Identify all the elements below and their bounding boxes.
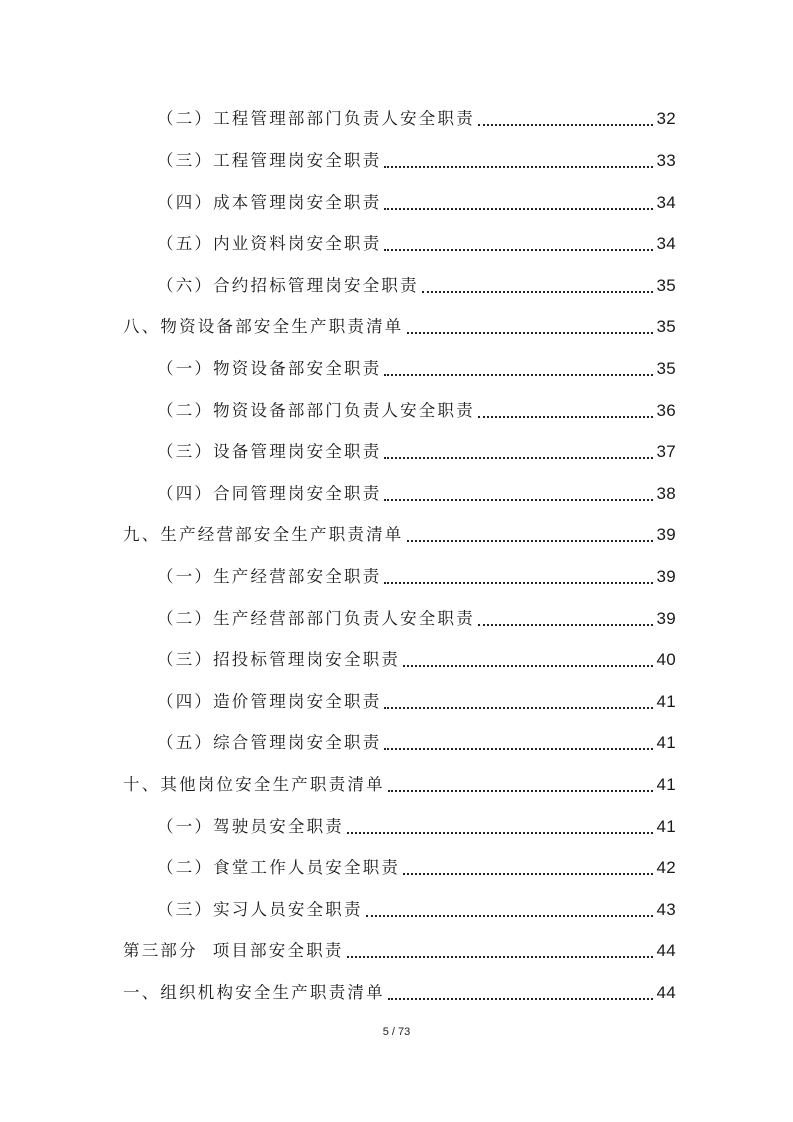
page-number-footer: 5 / 73: [382, 1026, 411, 1038]
toc-entry[interactable]: [157, 643, 676, 671]
toc-dot-leader: [347, 832, 653, 834]
toc-dot-leader: [384, 748, 653, 750]
toc-entry-page: 39: [656, 525, 676, 544]
toc-dot-leader: [422, 291, 654, 293]
toc-entry-title: 第三部分 项目部安全职责: [123, 941, 344, 960]
toc-entry-page: 43: [656, 900, 676, 919]
toc-dot-leader: [403, 665, 653, 667]
toc-entry-page: 35: [656, 359, 676, 378]
toc-entry-title: （二）食堂工作人员安全职责: [157, 858, 401, 877]
toc-entry-title: （三）实习人员安全职责: [157, 900, 363, 919]
toc-entry-page: 41: [656, 692, 676, 711]
toc-entry-title: （五）内业资料岗安全职责: [157, 234, 382, 253]
toc-entry-title: （四）成本管理岗安全职责: [157, 193, 382, 212]
toc-entry-page: 32: [656, 109, 676, 128]
toc-entry-page: 37: [656, 442, 676, 461]
toc-dot-leader: [384, 499, 653, 501]
toc-entry[interactable]: [157, 102, 676, 130]
toc-entry-title: （五）综合管理岗安全职责: [157, 733, 382, 752]
toc-entry-title: 十、其他岗位安全生产职责清单: [123, 775, 385, 794]
toc-entry[interactable]: [123, 768, 676, 796]
toc-entry[interactable]: [157, 394, 676, 422]
toc-dot-leader: [366, 915, 654, 917]
toc-entry-page: 39: [656, 567, 676, 586]
toc-dot-leader: [388, 998, 654, 1000]
toc-dot-leader: [384, 374, 653, 376]
toc-entry[interactable]: [123, 310, 676, 338]
toc-entry-title: （四）合同管理岗安全职责: [157, 484, 382, 503]
toc-entry[interactable]: [123, 976, 676, 1004]
toc-entry-title: （六）合约招标管理岗安全职责: [157, 276, 419, 295]
toc-entry-page: 34: [656, 234, 676, 253]
toc-entry-title: 八、物资设备部安全生产职责清单: [123, 317, 404, 336]
toc-entry-page: 41: [656, 817, 676, 836]
toc-entry[interactable]: [157, 851, 676, 879]
toc-dot-leader: [403, 873, 653, 875]
toc-dot-leader: [388, 790, 654, 792]
toc-entry[interactable]: [157, 144, 676, 172]
toc-dot-leader: [384, 707, 653, 709]
toc-entry-title: （二）生产经营部部门负责人安全职责: [157, 609, 475, 628]
toc-dot-leader: [478, 624, 654, 626]
toc-entry-page: 42: [656, 858, 676, 877]
toc-entry-title: （三）设备管理岗安全职责: [157, 442, 382, 461]
toc-entry-title: （二）工程管理部部门负责人安全职责: [157, 109, 475, 128]
toc-entry[interactable]: [157, 435, 676, 463]
toc-dot-leader: [478, 124, 654, 126]
toc-entry[interactable]: [157, 269, 676, 297]
toc-entry[interactable]: [157, 810, 676, 838]
toc-entry[interactable]: [157, 726, 676, 754]
toc-dot-leader: [407, 540, 654, 542]
toc-entry[interactable]: [157, 893, 676, 921]
toc-entry-title: 九、生产经营部安全生产职责清单: [123, 525, 404, 544]
toc-entry-title: （二）物资设备部部门负责人安全职责: [157, 401, 475, 420]
toc-entry-page: 39: [656, 609, 676, 628]
toc-entry-page: 38: [656, 484, 676, 503]
toc-entry-page: 41: [656, 733, 676, 752]
toc-dot-leader: [407, 332, 654, 334]
toc-entry[interactable]: [157, 685, 676, 713]
toc-entry-page: 41: [656, 775, 676, 794]
toc-entry[interactable]: [157, 227, 676, 255]
toc-entry-page: 40: [656, 650, 676, 669]
toc-entry-title: 一、组织机构安全生产职责清单: [123, 983, 385, 1002]
toc-entry[interactable]: [157, 560, 676, 588]
toc-dot-leader: [384, 208, 653, 210]
toc-dot-leader: [478, 416, 654, 418]
toc-dot-leader: [384, 582, 653, 584]
toc-entry-title: （四）造价管理岗安全职责: [157, 692, 382, 711]
toc-entry-page: 34: [656, 193, 676, 212]
toc-entry-title: （一）物资设备部安全职责: [157, 359, 382, 378]
toc-entry-title: （三）工程管理岗安全职责: [157, 151, 382, 170]
toc-entry[interactable]: [157, 477, 676, 505]
toc-entry-page: 44: [656, 941, 676, 960]
toc-dot-leader: [384, 166, 653, 168]
toc-entry-page: 33: [656, 151, 676, 170]
toc-entry[interactable]: [123, 934, 676, 962]
toc-entry-title: （三）招投标管理岗安全职责: [157, 650, 401, 669]
toc-entry-title: （一）驾驶员安全职责: [157, 817, 344, 836]
toc-entry[interactable]: [157, 352, 676, 380]
toc-entry-page: 35: [656, 317, 676, 336]
toc-entry-title: （一）生产经营部安全职责: [157, 567, 382, 586]
toc-entry-page: 44: [656, 983, 676, 1002]
toc-dot-leader: [347, 956, 654, 958]
toc-dot-leader: [384, 457, 653, 459]
toc-entry-page: 35: [656, 276, 676, 295]
toc-entry-page: 36: [656, 401, 676, 420]
toc-entry[interactable]: [157, 602, 676, 630]
toc-entry[interactable]: [157, 186, 676, 214]
toc-entry[interactable]: [123, 518, 676, 546]
toc-dot-leader: [384, 249, 653, 251]
